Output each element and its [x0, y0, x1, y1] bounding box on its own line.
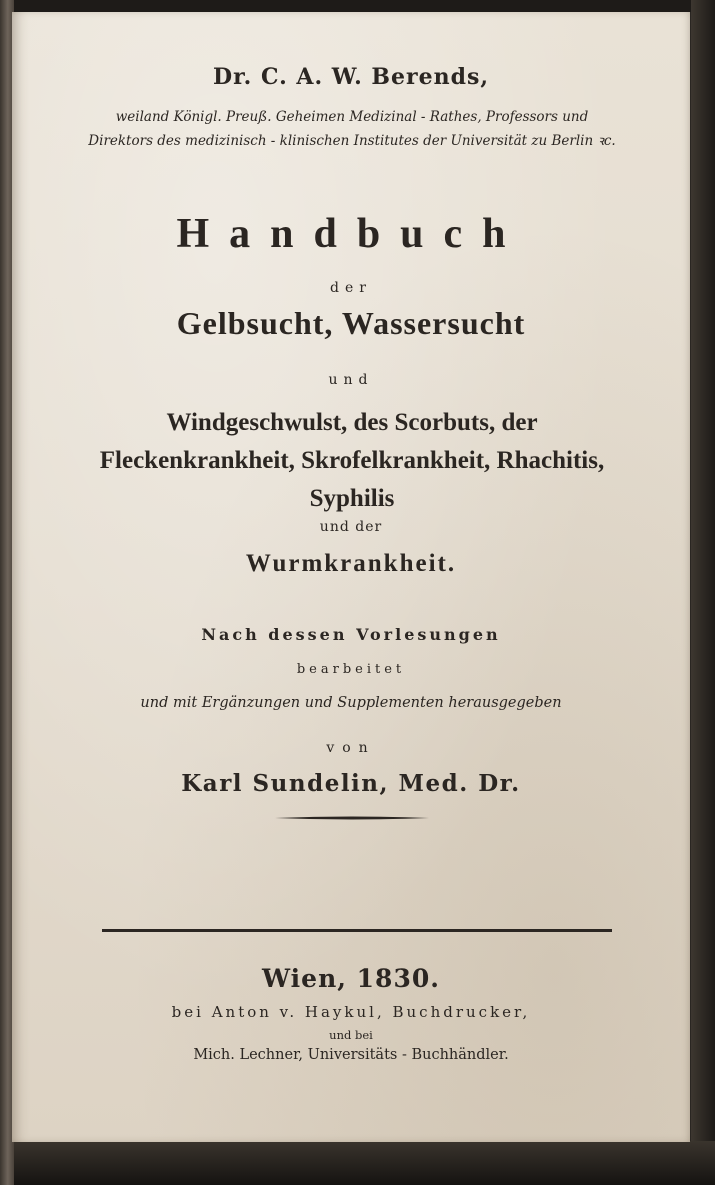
divider-rule: [102, 929, 612, 932]
subtitle-1: Gelbsucht, Wassersucht: [176, 305, 526, 341]
connector-und-der: und der: [319, 519, 383, 535]
book-right-edge: [691, 0, 715, 1185]
connector-und: und: [328, 372, 374, 388]
subtitle-2: Windgeschwulst, des Scorbuts, der Fleckenkrankheit, Skrofelkrankheit, Rhachitis, Syphilis: [99, 409, 605, 512]
author-name: Dr. C. A. W. Berends,: [213, 64, 489, 90]
book-bottom-edge: [0, 1141, 715, 1185]
source-note: Nach dessen Vorlesungen: [201, 625, 501, 644]
book-top-edge: [0, 0, 715, 12]
connector-von: von: [326, 740, 376, 756]
imprint-printer: bei Anton v. Haykul, Buchdrucker,: [171, 1003, 531, 1021]
supplements-note: und mit Ergänzungen und Supplementen herausgegeben: [140, 695, 562, 711]
connector-und-bei: und bei: [329, 1028, 373, 1042]
ornament-rule: [275, 815, 429, 821]
edited-note: bearbeitet: [296, 662, 406, 677]
title-page: [12, 12, 690, 1142]
imprint-bookseller: Mich. Lechner, Universitäts - Buchhändler.: [193, 1047, 509, 1063]
subtitle-3: Wurmkrankheit.: [245, 550, 457, 577]
editor-name: Karl Sundelin, Med. Dr.: [181, 770, 521, 797]
connector-der: der: [330, 280, 372, 296]
author-description: weiland Königl. Preuß. Geheimen Medizinal - Rathes, Professors und Direktors des medizinisch - klinischen Institutes der Universität zu Berlin ꝛc.: [88, 109, 616, 149]
imprint-place-year: Wien, 1830.: [262, 964, 440, 993]
book-title: Handbuch: [176, 211, 526, 257]
